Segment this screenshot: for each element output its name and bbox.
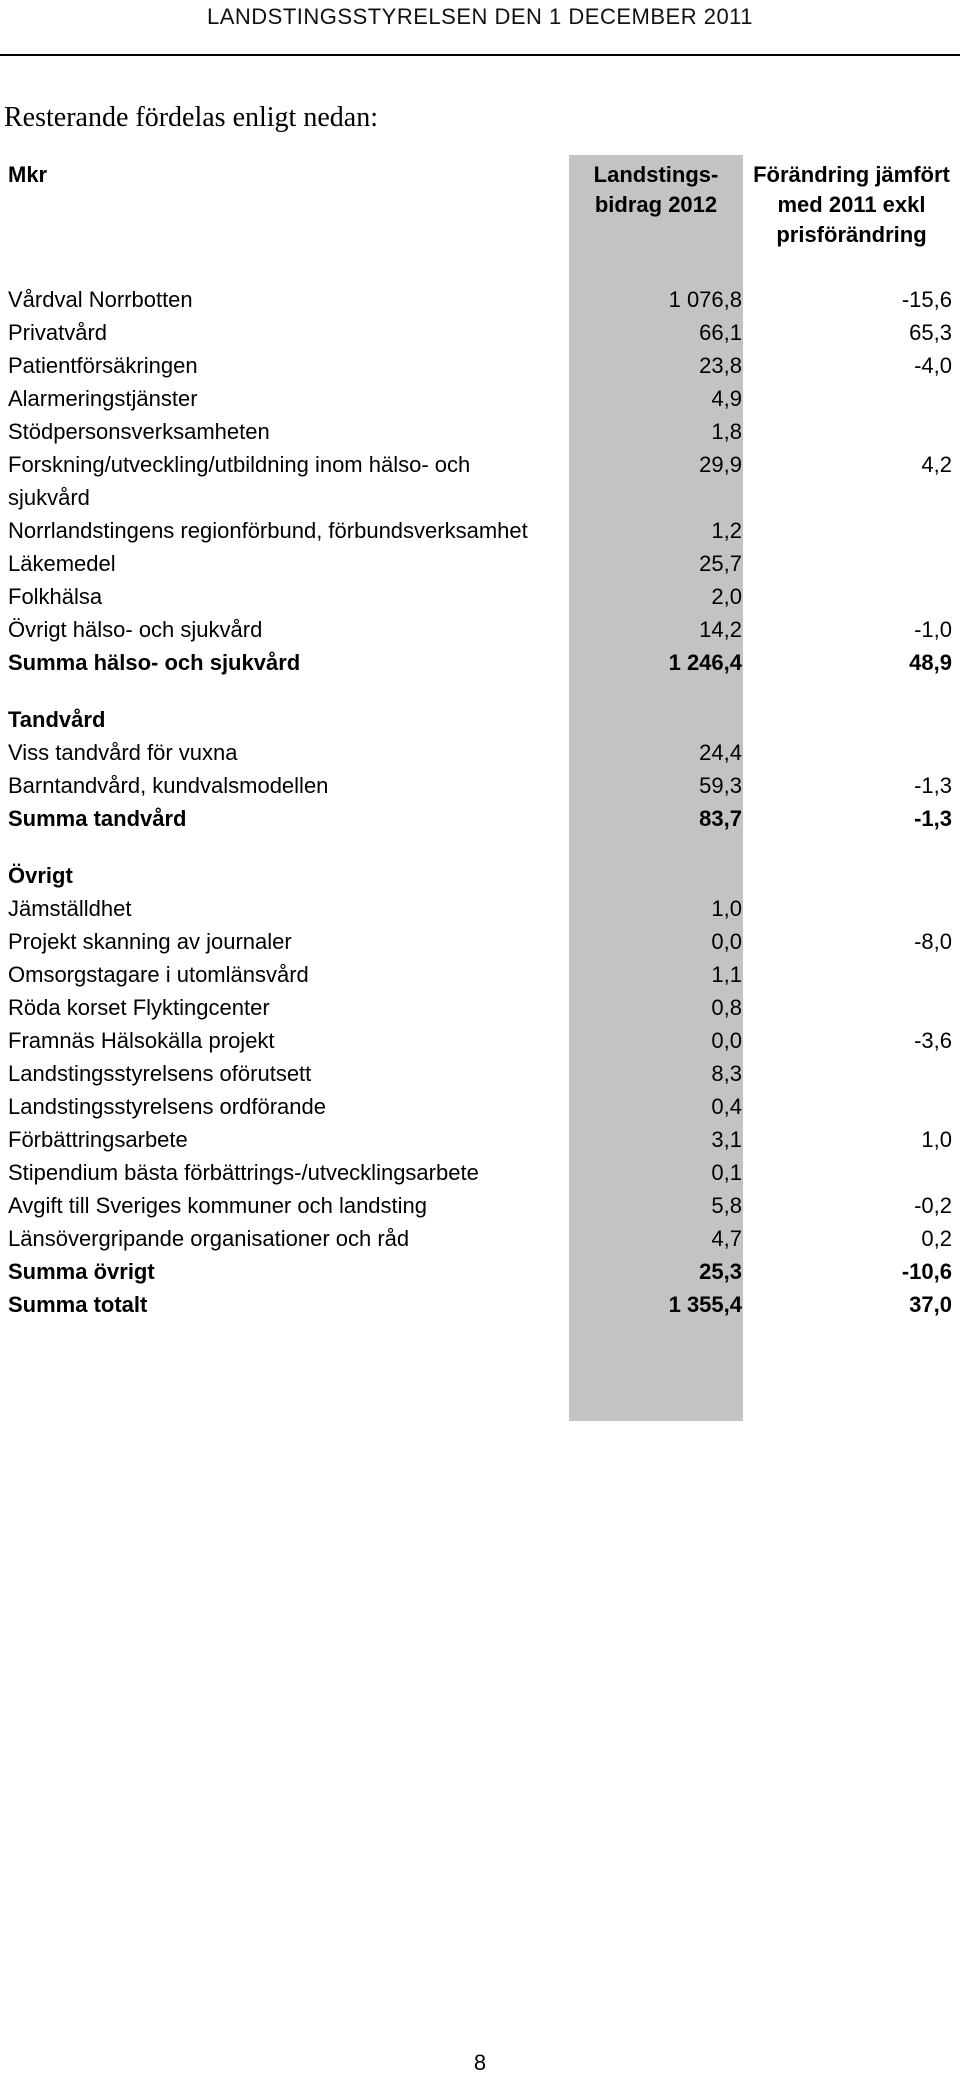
row-value-bidrag: 1,1 xyxy=(711,962,742,987)
row-label: Övrigt xyxy=(8,863,73,888)
row-value-forandring: 65,3 xyxy=(909,320,952,345)
row-value-forandring: -1,3 xyxy=(914,806,952,831)
table-row xyxy=(0,1156,960,1189)
table-row xyxy=(0,382,960,415)
row-value-bidrag: 66,1 xyxy=(699,320,742,345)
row-value-bidrag: 8,3 xyxy=(711,1061,742,1086)
row-value-bidrag: 4,9 xyxy=(711,386,742,411)
row-label: Summa hälso- och sjukvård xyxy=(8,650,301,675)
row-value-bidrag: 0,0 xyxy=(711,929,742,954)
table-row xyxy=(0,1123,960,1156)
row-value-forandring: -1,3 xyxy=(914,773,952,798)
table-row xyxy=(0,580,960,613)
row-value-bidrag: 59,3 xyxy=(699,773,742,798)
row-label: Omsorgstagare i utomlänsvård xyxy=(8,962,309,987)
row-value-bidrag: 24,4 xyxy=(699,740,742,765)
row-label: Röda korset Flyktingcenter xyxy=(8,995,270,1020)
table-row xyxy=(0,859,960,892)
header-rule xyxy=(0,54,960,56)
row-label: Vårdval Norrbotten xyxy=(8,287,193,312)
row-value-forandring: 4,2 xyxy=(921,452,952,477)
table-row xyxy=(0,769,960,802)
row-label: Alarmeringstjänster xyxy=(8,386,198,411)
row-value-bidrag: 3,1 xyxy=(711,1127,742,1152)
page-number: 8 xyxy=(473,2050,487,2075)
column-header-mkr: Mkr xyxy=(8,162,48,187)
row-value-bidrag: 1,8 xyxy=(711,419,742,444)
row-value-forandring: 48,9 xyxy=(909,650,952,675)
row-label: Landstingsstyrelsens ordförande xyxy=(8,1094,326,1119)
row-value-bidrag: 0,0 xyxy=(711,1028,742,1053)
row-label: Barntandvård, kundvalsmodellen xyxy=(8,773,329,798)
row-label: Stipendium bästa förbättrings-/utvecklingsarbete xyxy=(8,1160,479,1185)
column-header-line: Förändring jämfört xyxy=(753,162,950,187)
row-value-forandring: 0,2 xyxy=(921,1226,952,1251)
row-value-bidrag: 0,4 xyxy=(711,1094,742,1119)
table-row xyxy=(0,1189,960,1222)
row-label: Projekt skanning av journaler xyxy=(8,929,292,954)
row-value-bidrag: 1 076,8 xyxy=(668,287,742,312)
row-value-forandring: -10,6 xyxy=(901,1259,952,1284)
row-label: Norrlandstingens regionförbund, förbundsverksamhet xyxy=(8,518,528,543)
column-header-line: Landstings- xyxy=(593,162,719,187)
row-value-bidrag: 25,3 xyxy=(699,1259,742,1284)
row-label: Övrigt hälso- och sjukvård xyxy=(8,617,263,642)
table-row xyxy=(0,1024,960,1057)
row-label: Avgift till Sveriges kommuner och landsting xyxy=(8,1193,428,1218)
table-row xyxy=(0,1057,960,1090)
table-row xyxy=(0,802,960,835)
table-row xyxy=(0,646,960,679)
table-row xyxy=(0,736,960,769)
row-label: Summa tandvård xyxy=(8,806,187,831)
row-value-forandring: -8,0 xyxy=(914,929,952,954)
row-value-bidrag: 1,2 xyxy=(711,518,742,543)
row-value-forandring: -15,6 xyxy=(901,287,952,312)
column-header-line: bidrag 2012 xyxy=(594,192,718,217)
row-label: Summa totalt xyxy=(8,1292,148,1317)
row-label: Läkemedel xyxy=(8,551,116,576)
row-value-bidrag: 1,0 xyxy=(711,896,742,921)
column-header-line: prisförändring xyxy=(776,222,927,247)
row-label: Stödpersonsverksamheten xyxy=(8,419,270,444)
row-value-bidrag: 25,7 xyxy=(699,551,742,576)
table-row xyxy=(0,1255,960,1288)
row-value-bidrag: 2,0 xyxy=(711,584,742,609)
row-label: Framnäs Hälsokälla projekt xyxy=(8,1028,275,1053)
row-value-bidrag: 83,7 xyxy=(699,806,742,831)
table-row xyxy=(0,1090,960,1123)
column-header-landstingsbidrag xyxy=(569,160,743,220)
row-label: Folkhälsa xyxy=(8,584,103,609)
row-value-forandring: -3,6 xyxy=(914,1028,952,1053)
row-value-forandring: 37,0 xyxy=(909,1292,952,1317)
row-value-forandring: -0,2 xyxy=(914,1193,952,1218)
table-row xyxy=(0,514,960,547)
column-header-forandring xyxy=(743,160,960,250)
table-row xyxy=(0,283,960,316)
row-value-bidrag: 0,8 xyxy=(711,995,742,1020)
row-value-bidrag: 23,8 xyxy=(699,353,742,378)
row-value-bidrag: 1 246,4 xyxy=(668,650,742,675)
row-value-bidrag: 5,8 xyxy=(711,1193,742,1218)
table-row xyxy=(0,991,960,1024)
table-row xyxy=(0,1222,960,1255)
row-value-bidrag: 29,9 xyxy=(699,452,742,477)
row-value-forandring: -1,0 xyxy=(914,617,952,642)
table-row xyxy=(0,958,960,991)
table-row xyxy=(0,316,960,349)
table-row xyxy=(0,892,960,925)
row-label: Privatvård xyxy=(8,320,108,345)
table-row xyxy=(0,1288,960,1321)
row-label: Summa övrigt xyxy=(8,1259,155,1284)
table-row xyxy=(0,613,960,646)
row-label: Viss tandvård för vuxna xyxy=(8,740,238,765)
row-value-forandring: 1,0 xyxy=(921,1127,952,1152)
table-row xyxy=(0,547,960,580)
row-label: Tandvård xyxy=(8,707,106,732)
row-label: Jämställdhet xyxy=(8,896,132,921)
row-value-bidrag: 1 355,4 xyxy=(668,1292,742,1317)
row-value-forandring: -4,0 xyxy=(914,353,952,378)
table-row xyxy=(0,349,960,382)
row-value-bidrag: 0,1 xyxy=(711,1160,742,1185)
row-label: Patientförsäkringen xyxy=(8,353,198,378)
row-value-bidrag: 4,7 xyxy=(711,1226,742,1251)
row-label: Förbättringsarbete xyxy=(8,1127,188,1152)
intro-text: Resterande fördelas enligt nedan: xyxy=(4,102,378,133)
page-header: LANDSTINGSSTYRELSEN DEN 1 DECEMBER 2011 xyxy=(206,4,754,29)
row-label: Landstingsstyrelsens oförutsett xyxy=(8,1061,312,1086)
row-label: Länsövergripande organisationer och råd xyxy=(8,1226,410,1251)
table-row xyxy=(0,415,960,448)
table-row xyxy=(0,925,960,958)
table-row xyxy=(0,703,960,736)
row-label: Forskning/utveckling/utbildning inom hälso- och sjukvård xyxy=(8,452,471,510)
column-header-line: med 2011 exkl xyxy=(777,192,926,217)
table-row xyxy=(0,448,960,514)
row-value-bidrag: 14,2 xyxy=(699,617,742,642)
